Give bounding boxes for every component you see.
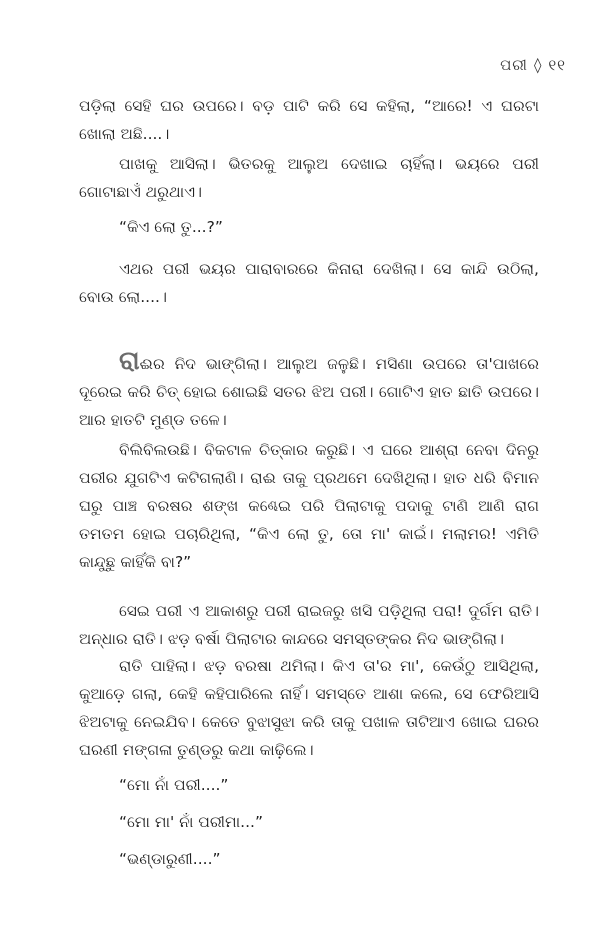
page-number: ୧୧ [548, 56, 566, 74]
paragraph-1: ପଡ଼ିଲା ସେହି ଘର ଉପରେ। ବଡ଼ ପାଟି କରି ସେ କହିଲା, “ଆରେ! ଏ ଘରଟା ଖୋଲା ଅଛି....। [79, 97, 539, 143]
drop-cap: ରା [119, 346, 140, 376]
paragraph-8: ରାତି ପାହିଲା। ଝଡ଼ ବରଷା ଥମିଲା। କିଏ ତା'ର ମା', କେଉଁଠୁ ଆସିଥିଲା, କୁଆଡ଼େ ଗଲା, କେହି କହିପାରିଲେ ନାହିଁ। ସମସ୍ତେ ଆଶା କଲେ, ସେ ଫେରିଆସି ଝିଅଟାକୁ ନେଇଯିବ। କେତେ ବୁଝାସୁଝା କରି ତାକୁ ପଖାଳ ତାଟିଆଏ ଖୋଇ ଘରର ଘରଣୀ ମଙ୍ଗଳା ତୁଣ୍ଡରୁ କଥା କାଢ଼ିଲେ। [79, 657, 539, 759]
paragraph-9: “ମୋ ନାଁ ପରୀ....” [119, 776, 229, 794]
header-separator: ◊ [533, 56, 543, 74]
paragraph-11: “ଭଣ୍ଡାରୁଣୀ....” [119, 850, 221, 868]
header-title: ପରୀ [500, 56, 528, 74]
paragraph-4: ଏଥର ପରୀ ଭୟର ପାରାବାରରେ କିନାରା ଦେଖିଲା। ସେ କାନ୍ଦି ଉଠିଲା, ବୋଉ ଲୋ....। [79, 260, 539, 306]
paragraph-6: ବିଲିବିଲଉଛି। ବିକଟାଳ ଚିତ୍କାର କରୁଛି। ଏ ଘରେ ଆଶ୍ରା ନେବା ଦିନରୁ ପରୀର ଯୁଗଟିଏ କଟିଗଲାଣି। ରାଈ ତାକୁ ପ୍ରଥମେ ଦେଖିଥିଲା। ହାତ ଧରି ବିମାନ ଘରୁ ପାଞ୍ଚ ବରଷର ଶଙ୍ଖ କଣ୍ଢେଇ ପରି ପିଲାଟାକୁ ପଦାକୁ ଟାଣି ଆଣି ରାଗ ତମତମ ହୋଇ ପଚାରିଥିଲା, “କିଏ ଲୋ ତୁ, ତୋ ମା' କାଇଁ। ମଲାମର! ଏମିତି କାନ୍ଦୁଛୁ କାହିଁକି ବା?” [79, 441, 539, 571]
running-header [500, 56, 566, 74]
paragraph-5 [79, 346, 539, 434]
paragraph-2: ପାଖକୁ ଆସିଲା। ଭିତରକୁ ଆଲୁଅ ଦେଖାଇ ଚାହିଁଲା। ଭୟରେ ପରୀ ଗୋଟାଛାଏଁ ଥରୁଥାଏ। [79, 155, 539, 201]
paragraph-10: “ମୋ ମା' ନାଁ ପରୀମା...” [119, 813, 263, 831]
paragraph-7: ସେଇ ପରୀ ଏ ଆକାଶରୁ ପରୀ ରାଇଜରୁ ଖସି ପଡ଼ିଥିଲା ପରା! ଦୁର୍ଗମ ରାତି। ଅନ୍ଧାର ରାତି। ଝଡ଼ ବର୍ଷା ପିଲାଟାର କାନ୍ଦରେ ସମସ୍ତଙ୍କର ନିଦ ଭାଙ୍ଗିଲା। [79, 602, 539, 648]
paragraph-5-text: ଈର ନିଦ ଭାଙ୍ଗିଲା। ଆଲୁଅ ଜଳୁଛି। ମସିଣା ଉପରେ ତା'ପାଖରେ ଦୂରେଇ କରି ଚିତ୍ ହୋଇ ଶୋଇଛି ସତର ଝିଅ ପରୀ। ଗୋଟିଏ ହାତ ଛାତି ଉପରେ। ଆର ହାତଟି ମୁଣ୍ଡ ତଳେ। [79, 355, 539, 429]
paragraph-3: “କିଏ ଲୋ ତୁ...?” [119, 218, 223, 236]
